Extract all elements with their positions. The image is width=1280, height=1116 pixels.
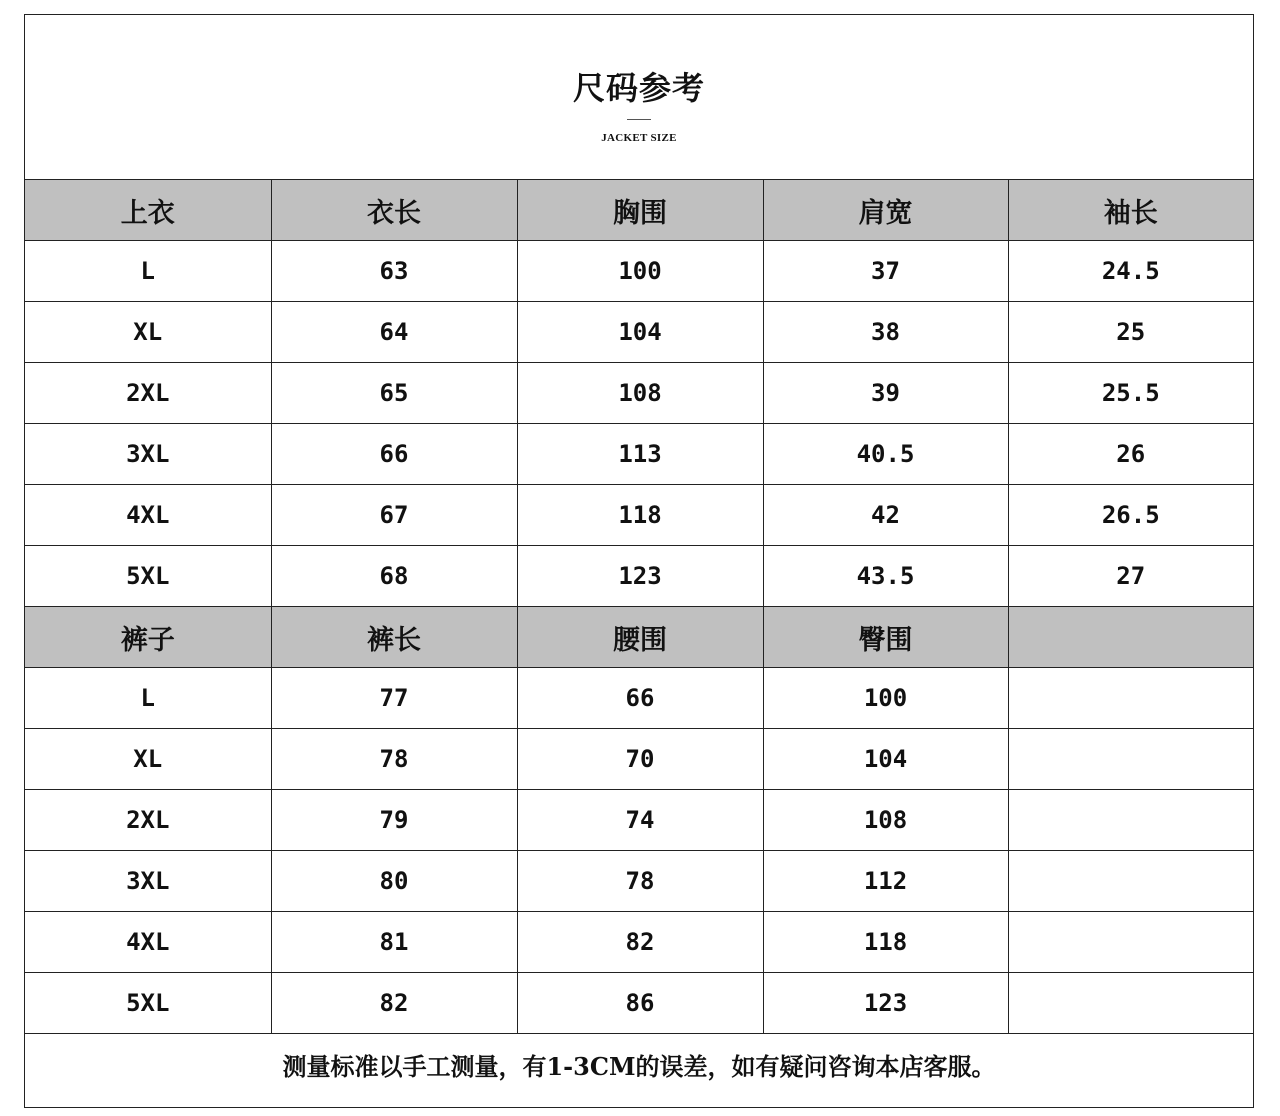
header-cell: 裤子 (25, 607, 271, 668)
table-row (25, 668, 1253, 729)
value-cell: 68 (271, 546, 517, 607)
value-cell: 81 (271, 912, 517, 973)
value-cell: 39 (763, 363, 1008, 424)
value-cell: 100 (763, 668, 1008, 729)
table-row (25, 851, 1253, 912)
value-cell: 38 (763, 302, 1008, 363)
value-cell: 123 (763, 973, 1008, 1034)
title-divider (627, 119, 651, 120)
size-cell: 2XL (25, 363, 271, 424)
size-cell: 3XL (25, 851, 271, 912)
table-row (25, 729, 1253, 790)
value-cell (1008, 790, 1253, 851)
header-cell: 臀围 (763, 607, 1008, 668)
top-header-row (25, 180, 1253, 241)
size-cell: 5XL (25, 546, 271, 607)
value-cell: 104 (517, 302, 763, 363)
note-row (25, 1034, 1253, 1095)
table-row (25, 424, 1253, 485)
value-cell: 63 (271, 241, 517, 302)
header-cell: 袖长 (1008, 180, 1253, 241)
value-cell: 65 (271, 363, 517, 424)
value-cell: 26 (1008, 424, 1253, 485)
value-cell: 78 (517, 851, 763, 912)
value-cell: 42 (763, 485, 1008, 546)
size-table (25, 179, 1253, 1094)
header-cell: 衣长 (271, 180, 517, 241)
value-cell: 108 (763, 790, 1008, 851)
value-cell: 78 (271, 729, 517, 790)
size-cell: 5XL (25, 973, 271, 1034)
value-cell: 66 (517, 668, 763, 729)
size-chart (24, 14, 1254, 1108)
table-row (25, 546, 1253, 607)
measurement-note: 测量标准以手工测量，有1-3CM的误差，如有疑问咨询本店客服。 (25, 1034, 1253, 1095)
value-cell: 79 (271, 790, 517, 851)
size-cell: XL (25, 729, 271, 790)
value-cell: 100 (517, 241, 763, 302)
table-row (25, 973, 1253, 1034)
page-subtitle: JACKET SIZE (601, 132, 677, 144)
page-title: 尺码参考 (572, 69, 705, 107)
header-cell: 腰围 (517, 607, 763, 668)
value-cell: 118 (517, 485, 763, 546)
size-cell: 2XL (25, 790, 271, 851)
value-cell: 74 (517, 790, 763, 851)
table-row (25, 241, 1253, 302)
value-cell: 80 (271, 851, 517, 912)
value-cell (1008, 851, 1253, 912)
value-cell: 70 (517, 729, 763, 790)
pants-header-row (25, 607, 1253, 668)
value-cell: 66 (271, 424, 517, 485)
header-cell: 胸围 (517, 180, 763, 241)
size-cell: 4XL (25, 912, 271, 973)
size-cell: L (25, 668, 271, 729)
value-cell: 82 (271, 973, 517, 1034)
table-row (25, 302, 1253, 363)
value-cell (1008, 668, 1253, 729)
size-cell: XL (25, 302, 271, 363)
value-cell: 113 (517, 424, 763, 485)
value-cell: 118 (763, 912, 1008, 973)
value-cell: 64 (271, 302, 517, 363)
header-cell: 上衣 (25, 180, 271, 241)
value-cell: 104 (763, 729, 1008, 790)
value-cell: 37 (763, 241, 1008, 302)
table-row (25, 912, 1253, 973)
value-cell: 24.5 (1008, 241, 1253, 302)
value-cell (1008, 973, 1253, 1034)
value-cell: 123 (517, 546, 763, 607)
size-cell: 4XL (25, 485, 271, 546)
value-cell: 67 (271, 485, 517, 546)
title-block (25, 15, 1253, 179)
table-row (25, 485, 1253, 546)
value-cell (1008, 912, 1253, 973)
value-cell: 26.5 (1008, 485, 1253, 546)
value-cell: 27 (1008, 546, 1253, 607)
table-row (25, 790, 1253, 851)
table-row (25, 363, 1253, 424)
value-cell (1008, 729, 1253, 790)
value-cell: 77 (271, 668, 517, 729)
header-cell: 裤长 (271, 607, 517, 668)
value-cell: 86 (517, 973, 763, 1034)
value-cell: 112 (763, 851, 1008, 912)
header-cell: 肩宽 (763, 180, 1008, 241)
value-cell: 25 (1008, 302, 1253, 363)
value-cell: 43.5 (763, 546, 1008, 607)
value-cell: 108 (517, 363, 763, 424)
header-cell (1008, 607, 1253, 668)
size-cell: 3XL (25, 424, 271, 485)
size-cell: L (25, 241, 271, 302)
value-cell: 40.5 (763, 424, 1008, 485)
value-cell: 82 (517, 912, 763, 973)
value-cell: 25.5 (1008, 363, 1253, 424)
